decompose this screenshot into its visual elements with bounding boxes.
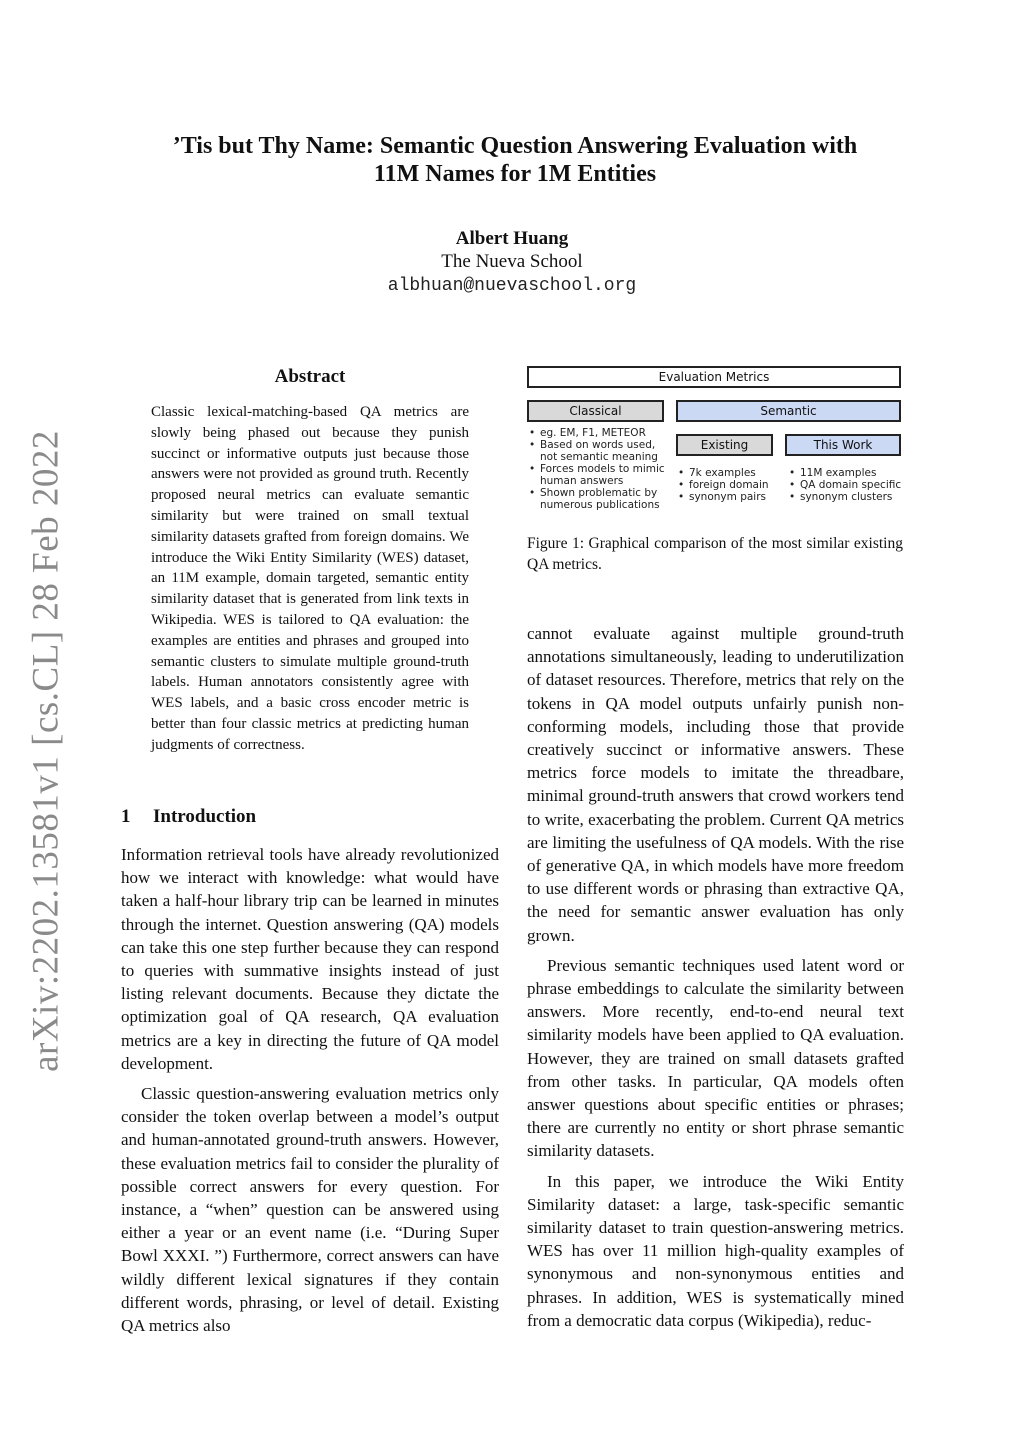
list-item: • QA domain specific [788,479,906,491]
left-column [121,843,499,1344]
list-item: • Based on words used, not semantic meaning [528,439,668,463]
list-item: • foreign domain [677,479,777,491]
paper-title: ’Tis but Thy Name: Semantic Question Answering Evaluation with 11M Names for 1M Entities [172,133,858,187]
existing-label: Existing [700,438,749,452]
author-affiliation: The Nueva School [441,251,583,272]
paragraph: Classic question-answering evaluation metrics only consider the token overlap between a model’s output and human-annotated ground-truth answers. However, these evaluation metrics fail to consider the plurality of possible correct answers for every question. For instance, a “when” question can be answered using either a year or an event name (i.e. “During Super Bowl XXXI. ”) Furthermore, correct answers can have wildly different lexical signatures if they contain different words, phrasing, or level of detail. Existing QA metrics also [121,1084,499,1336]
paragraph: In this paper, we introduce the Wiki Entity Similarity dataset: a large, task-specific semantic similarity dataset to train question-answering metrics. WES has over 11 million high-quality examples of synonymous and non-synonymous entities and phrases. In addition, WES is systematically mined from a democratic data corpus (Wikipedia), reduc- [527,1171,904,1330]
paragraph: Information retrieval tools have already revolutionized how we interact with knowledge: what would have taken a half-hour library trip can be learned in minutes through the internet. Question answering (QA) models can take this one step further because they can respond to queries with summative insights instead of just listing relevant documents. Because they dictate the optimization goal of QA research, QA evaluation metrics are a key in directing the future of QA model development. [121,845,499,1073]
existing-box [676,434,773,456]
list-item: • Forces models to mimic human answers [528,463,668,487]
list-item: • 7k examples [677,467,777,479]
author-name: Albert Huang [455,228,569,249]
semantic-label: Semantic [760,404,817,418]
classical-box [527,400,664,422]
evaluation-metrics-box [527,366,901,388]
section-number: 1 [121,806,131,827]
list-item: • eg. EM, F1, METEOR [528,427,668,439]
classical-bullets [528,427,668,511]
section-heading [121,806,256,828]
this-work-box [785,434,901,456]
abstract-text: Classic lexical-matching-based QA metrics are slowly being phased out because they punish succinct or informative outputs just because those answers were not provided as ground truth. Recently proposed neural metrics can evaluate semantic similarity but were trained on small textual similarity datasets grafted from foreign domains. We introduce the Wiki Entity Similarity (WES) dataset, an 11M example, domain targeted, semantic entity similarity dataset that is generated from link texts in Wikipedia. WES is tailored to QA evaluation: the examples are entities and phrases and grouped into semantic clusters to simulate multiple ground-truth labels. Human annotators consistently agree with WES labels, and a basic cross encoder metric is better than four classic metrics at predicting human judgments of correctness. [151,404,469,753]
abstract-heading: Abstract [274,366,346,387]
paragraph: cannot evaluate against multiple ground-truth annotations simultaneously, leading to underutilization of dataset resources. Therefore, metrics that rely on the tokens in QA model outputs unfairly punish non-conforming models, including those that provide creatively succinct or informative answers. These metrics force models to imitate the threadbare, minimal ground-truth answers that crowd workers tend to write, exacerbating the problem. Current QA metrics are limiting the usefulness of QA models. With the rise of generative QA, in which models have more freedom to use different words or phrasing than extractive QA, the need for semantic answer evaluation has only grown. [527,624,904,945]
paragraph: Previous semantic techniques used latent word or phrase embeddings to calculate the similarity between answers. More recently, end-to-end neural text similarity models have been applied to QA evaluation. However, they are trained on small datasets grafted from other tasks. In particular, QA models often answer questions about specific entities or phrases; there are currently no entity or short phrase semantic similarity datasets. [527,955,904,1161]
this-work-bullets [788,467,906,503]
list-item: • Shown problematic by numerous publications [528,487,668,511]
existing-bullets [677,467,777,503]
list-item: • synonym clusters [788,491,906,503]
evaluation-metrics-label: Evaluation Metrics [658,370,770,384]
author-email: albhuan@nuevaschool.org [387,276,637,296]
classical-label: Classical [569,404,622,418]
right-column [527,622,904,1339]
this-work-label: This Work [813,438,873,452]
list-item: • synonym pairs [677,491,777,503]
figure-caption: Figure 1: Graphical comparison of the most similar existing QA metrics. [527,535,903,573]
arxiv-stamp: arXiv:2202.13581v1 [cs.CL] 28 Feb 2022 [25,430,67,1072]
section-title: Introduction [153,806,257,827]
list-item: • 11M examples [788,467,906,479]
semantic-box [676,400,901,422]
